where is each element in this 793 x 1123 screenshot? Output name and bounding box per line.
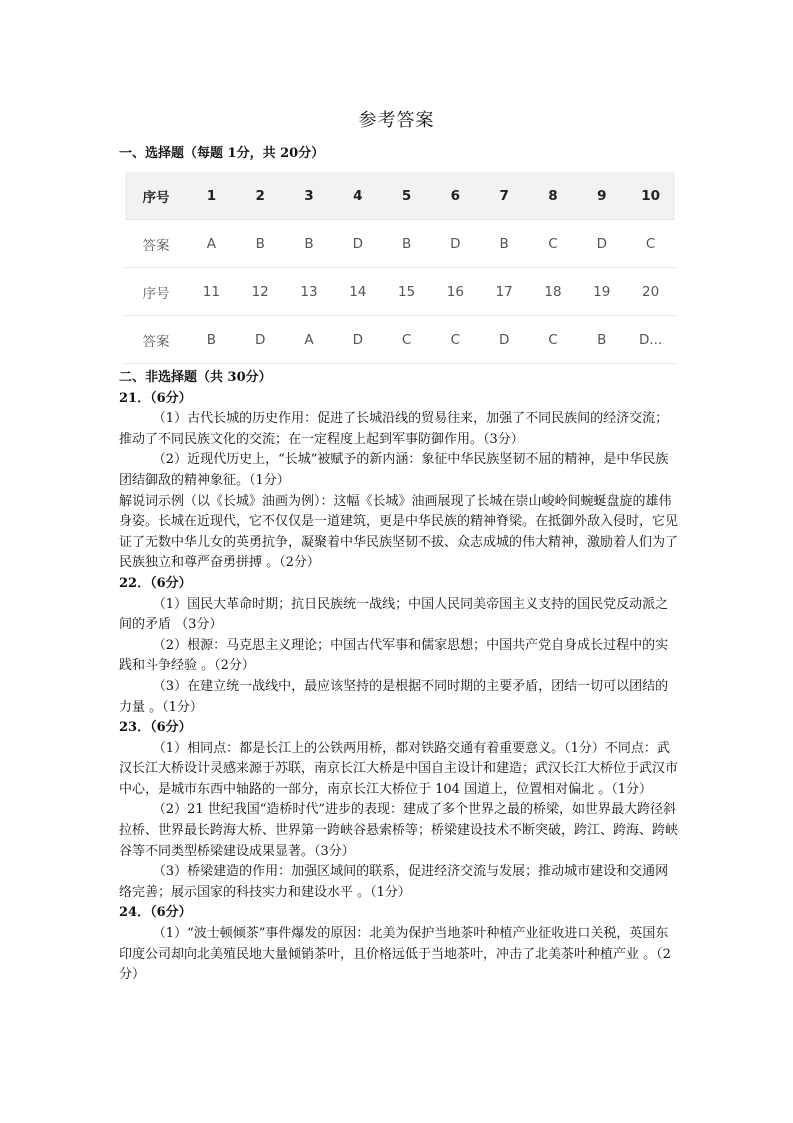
table-row: [125, 172, 675, 220]
table-cell: 10: [626, 172, 675, 220]
table-cell: B: [382, 220, 431, 268]
q23-answer-1: （1）相同点：都是长江上的公铁两用桥，都对铁路交通有着重要意义。（1分）不同点：武汉长江大桥设计灵感来源于苏联，南京长江大桥是中国自主设计和建造；武汉长江大桥位于武汉市中心，是城市东西中轴路的一部分，南京长江大桥位于 104 国道上，位置相对偏北 。（1分）: [119, 740, 679, 797]
table-cell: B: [187, 316, 236, 364]
q21-answer-1: （1）古代长城的历史作用：促进了长城沿线的贸易往来，加强了不同民族间的经济交流；推动了不同民族文化的交流；在一定程度上起到军事防御作用。（3分）: [119, 411, 669, 447]
table-cell: 12: [236, 268, 285, 316]
question-22-label: 22．（6分）: [119, 575, 192, 591]
row-label: 答案: [125, 220, 187, 268]
question-23-label: 23．（6分）: [119, 720, 192, 736]
table-cell: A: [187, 220, 236, 268]
table-row: [125, 220, 675, 268]
section-1-heading: 一、选择题（每题 1分，共 20分）: [119, 146, 325, 161]
table-cell: 15: [382, 268, 431, 316]
row-label: 序号: [125, 172, 187, 220]
table-cell: D: [480, 316, 529, 364]
table-cell: 16: [431, 268, 480, 316]
q21-commentary: 解说词示例（以《长城》油画为例）：这幅《长城》油画展现了长城在崇山峻岭间蜿蜒盘旋的雄伟身姿。长城在近现代，它不仅仅是一道建筑，更是中华民族的精神脊梁。在抵御外敌入侵时，它见证了无数中华儿女的英勇抗争，凝聚着中华民族坚韧不拔、众志成城的伟大精神，激励着人们为了民族独立和尊严奋勇拼搏 。（2分）: [119, 493, 679, 571]
question-24-label: 24．（6分）: [119, 905, 192, 921]
table-cell: C: [382, 316, 431, 364]
section-2-heading: 二、非选择题（共 30分）: [119, 370, 272, 385]
table-cell: D...: [626, 316, 675, 364]
table-cell: 14: [333, 268, 382, 316]
q22-answer-1: （1）国民大革命时期；抗日民族统一战线；中国人民同美帝国主义支持的国民党反动派之间的矛盾 （3分）: [119, 596, 669, 633]
q24-answer-1: （1）“波士顿倾茶”事件爆发的原因：北美为保护当地茶叶种植产业征收进口关税，英国东印度公司却向北美殖民地大量倾销茶叶，且价格远低于当地茶叶，冲击了北美茶叶种植产业 。（2分）: [119, 926, 671, 983]
table-cell: 1: [187, 172, 236, 220]
section-2-body: [119, 368, 679, 986]
table-cell: 4: [333, 172, 382, 220]
table-cell: 3: [285, 172, 334, 220]
table-cell: D: [333, 220, 382, 268]
table-row: [125, 268, 675, 316]
table-cell: 7: [480, 172, 529, 220]
table-cell: 6: [431, 172, 480, 220]
table-cell: 19: [577, 268, 626, 316]
table-cell: 13: [285, 268, 334, 316]
answer-table: [125, 172, 675, 364]
row-label: 答案: [125, 316, 187, 364]
table-cell: D: [431, 220, 480, 268]
table-cell: B: [285, 220, 334, 268]
table-cell: B: [577, 316, 626, 364]
table-cell: D: [577, 220, 626, 268]
table-cell: 9: [577, 172, 626, 220]
q22-answer-3: （3）在建立统一战线中，最应该坚持的是根据不同时期的主要矛盾，团结一切可以团结的力量 。（1分）: [119, 678, 669, 715]
table-cell: 2: [236, 172, 285, 220]
table-cell: B: [236, 220, 285, 268]
table-cell: 11: [187, 268, 236, 316]
q23-answer-2: （2）21 世纪我国“造桥时代”进步的表现：建成了多个世界之最的桥梁，如世界最大跨径斜拉桥、世界最长跨海大桥、世界第一跨峡谷悬索桥等；桥梁建设技术不断突破，跨江、跨海、跨峡谷等不同类型桥梁建设成果显著。（3分）: [119, 802, 679, 859]
question-21-label: 21．（6分）: [119, 390, 192, 406]
table-cell: B: [480, 220, 529, 268]
table-cell: 18: [529, 268, 578, 316]
q21-answer-2: （2）近现代历史上，“长城”被赋予的新内涵：象征中华民族坚韧不屈的精神，是中华民族团结御敌的精神象征。（1分）: [119, 452, 669, 488]
page-title: 参考答案: [358, 110, 435, 131]
table-cell: C: [529, 316, 578, 364]
table-cell: A: [285, 316, 334, 364]
table-row: [125, 316, 675, 364]
table-cell: 5: [382, 172, 431, 220]
table-cell: D: [333, 316, 382, 364]
table-cell: 17: [480, 268, 529, 316]
q23-answer-3: （3）桥梁建造的作用：加强区域间的联系，促进经济交流与发展；推动城市建设和交通网络完善；展示国家的科技实力和建设水平 。（1分）: [119, 864, 669, 900]
table-cell: C: [626, 220, 675, 268]
table-cell: D: [236, 316, 285, 364]
q22-answer-2: （2）根源：马克思主义理论；中国古代军事和儒家思想；中国共产党自身成长过程中的实践和斗争经验 。（2分）: [119, 637, 669, 674]
table-cell: C: [529, 220, 578, 268]
table-cell: 20: [626, 268, 675, 316]
row-label: 序号: [125, 268, 187, 316]
table-cell: C: [431, 316, 480, 364]
table-cell: 8: [529, 172, 578, 220]
